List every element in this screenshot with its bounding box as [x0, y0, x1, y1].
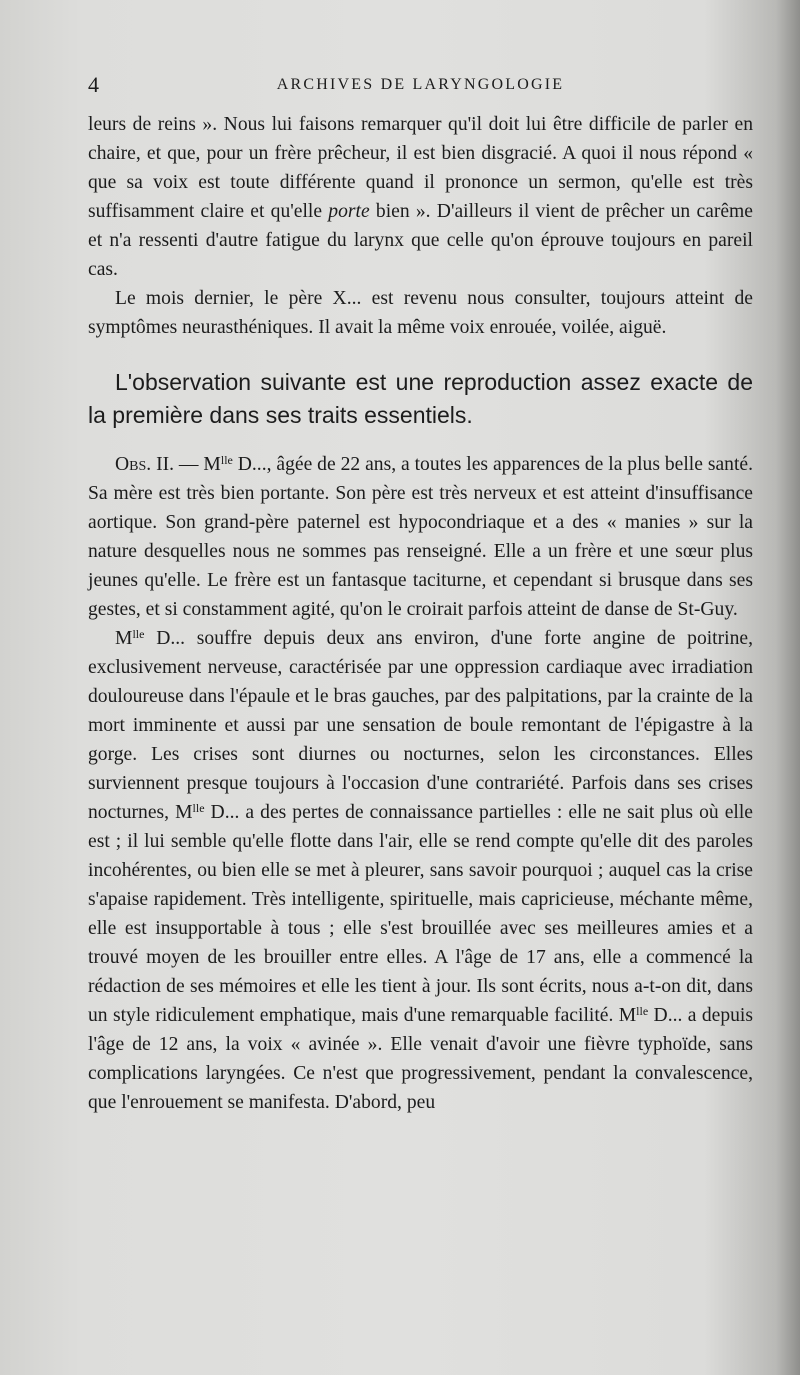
page-header — [88, 70, 753, 100]
italic-word: porte — [328, 201, 370, 222]
page-number: 4 — [88, 72, 99, 97]
body-text — [88, 110, 753, 1117]
paragraph-continuation: leurs de reins ». Nous lui faisons remarquer qu'il doit lui être difficile de parler en chaire, et que, pour un frère prêcheur, il est bien disgracié. A quoi il nous répond « que sa voix est toute différente quand il prononce un sermon, qu'elle est très suffisamment claire et qu'elle porte bien ». D'ailleurs il vient de prêcher un carême et n'a ressenti d'autre fatigue du larynx que celle qu'on éprouve toujours en pareil cas. — [88, 114, 753, 280]
observation-label: Obs. II. — [115, 454, 175, 475]
paragraph-observation-ii: Obs. II. — $M^{lle}$ D..., âgée de 22 ans, a toutes les apparences de la plus belle santé. Sa mère est très bien portante. Son père est très nerveux et est atteint d'insuffisance aortique. Son grand-père paternel est hypocondriaque et a des « manies » sur la nature desquelles nous ne sommes pas renseigné. Elle a un frère et une sœur plus jeunes qu'elle. Le frère est un fantasque taciturne, et cependant si brusque dans ses gestes, et si constamment agité, qu'on le croirait parfois atteint de danse de St-Guy. — [88, 453, 753, 620]
running-title: ARCHIVES DE LARYNGOLOGIE — [276, 76, 565, 93]
paragraph-return-visit: Le mois dernier, le père X... est revenu nous consulter, toujours atteint de symptômes neurasthéniques. Il avait la même voix enrouée, voilée, aiguë. — [88, 288, 753, 338]
lead-paragraph: L'observation suivante est une reproduction assez exacte de la première dans ses traits essentiels. — [88, 369, 753, 428]
paragraph-case-description: $M^{lle}$ D... souffre depuis deux ans environ, d'une forte angine de poitrine, exclusivement nerveuse, caractérisée par une oppression cardiaque avec irradiation douloureuse dans l'épaule et le bras gauches, par des palpitations, par la crainte de la mort imminente et aussi par une sensation de boule remontant de l'épigastre à la gorge. Les crises sont diurnes ou nocturnes, selon les circonstances. Elles surviennent presque toujours à l'occasion d'une contrariété. Parfois dans ses crises nocturnes, $M^{lle}$ D... a des pertes de connaissance partielles : elle ne sait plus où elle est ; il lui semble qu'elle flotte dans l'air, elle se rend compte qu'elle dit des paroles incohérentes, ou bien elle se met à pleurer, sans savoir pourquoi ; auquel cas la crise s'apaise rapidement. Très intelligente, spirituelle, mais capricieuse, méchante même, elle est insupportable à tous ; elle s'est brouillée avec ses meilleures amies et a trouvé moyen de les brouiller entre elles. A l'âge de 17 ans, elle a commencé la rédaction de ses mémoires et elle les tient à jour. Ils sont écrits, nous a-t-on dit, dans un style ridiculement emphatique, mais d'une remarquable facilité. $M^{lle}$ D... a depuis l'âge de 12 ans, la voix « avinée ». Elle venait d'avoir une fièvre typhoïde, sans complications laryngées. Ce n'est que progressivement, pendant la convalescence, que l'enrouement se manifesta. D'abord, peu — [88, 627, 753, 1113]
